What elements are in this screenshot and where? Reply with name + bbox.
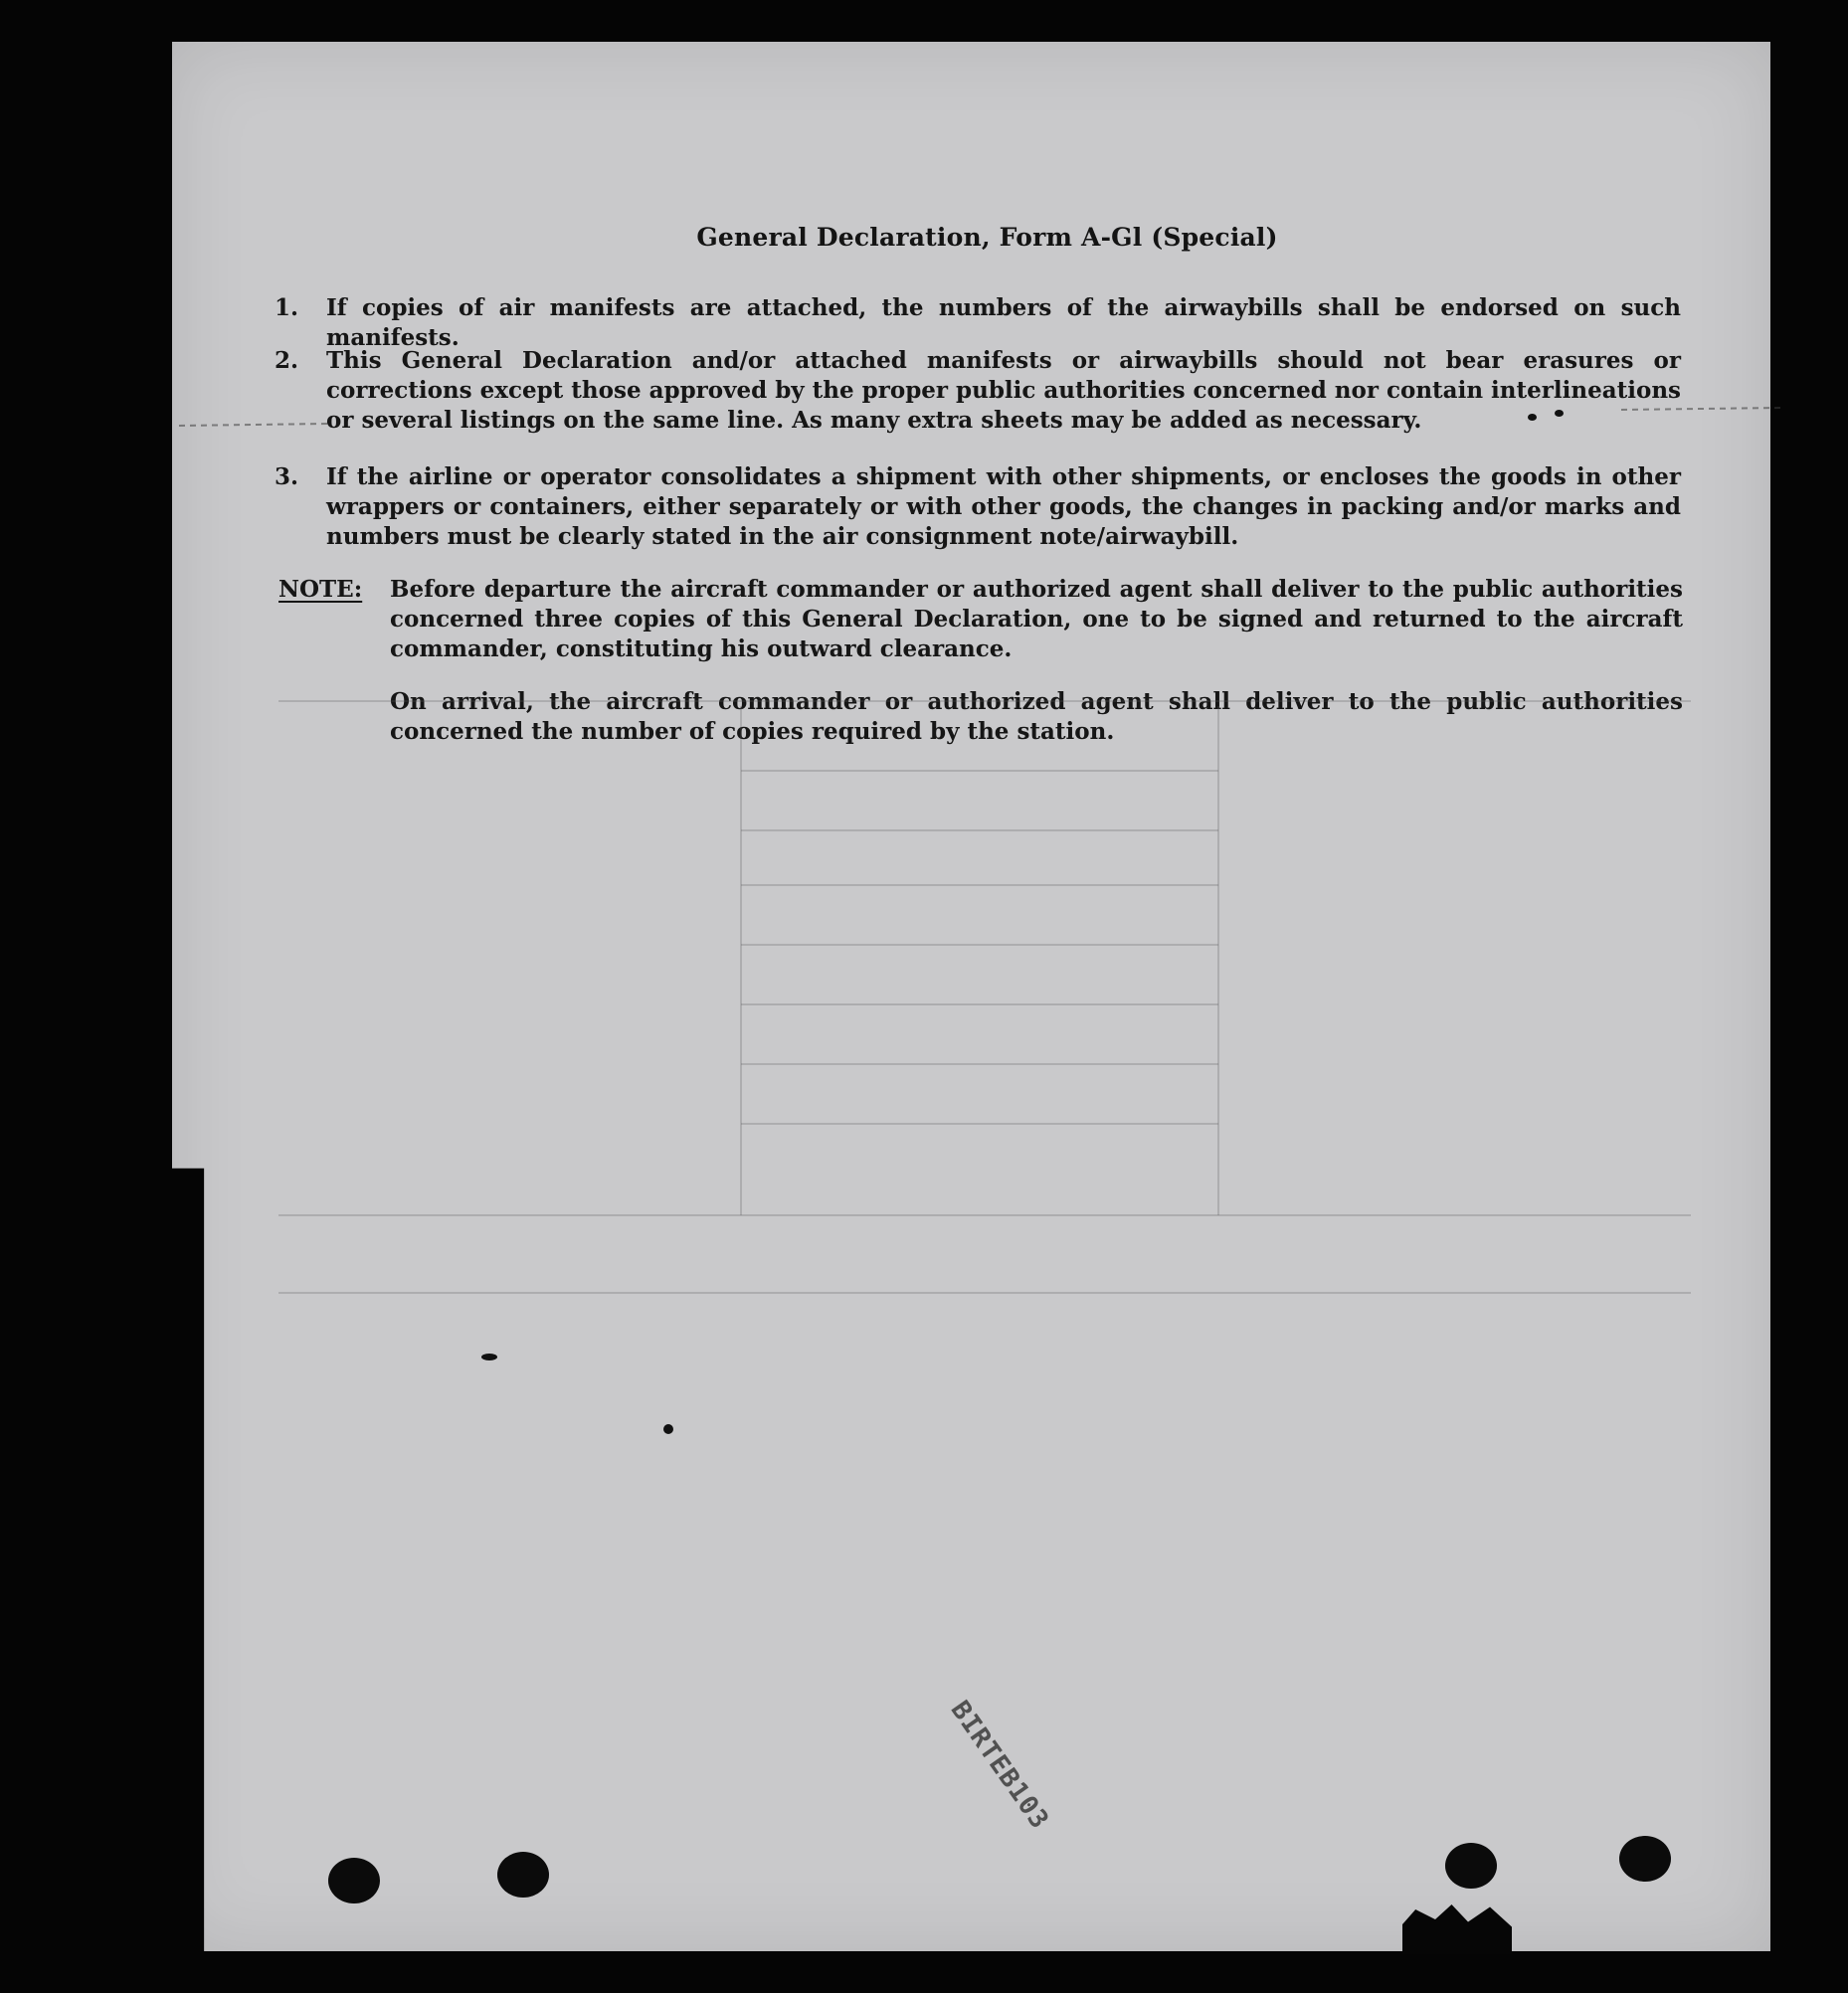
note-paragraph-1: Before departure the aircraft commander or authorized agent shall deliver to the public authorities concerned three copies of this General Declaration, one to be signed and returned to the aircraft commander, constituting his outward clearance. xyxy=(390,576,1683,662)
punch-hole xyxy=(497,1852,549,1898)
item-number: 1. xyxy=(275,294,299,321)
note-label: NOTE: xyxy=(278,576,363,603)
ink-spot xyxy=(481,1354,497,1360)
item-text: If the airline or operator consolidates a shipment with other shipments, or encloses the goods in other wrappers or containers, either separately or with other goods, the changes in packing and/or marks and numbers must be clearly stated in the air consignment note/airwaybill. xyxy=(326,463,1681,550)
document-title: General Declaration, Form A-Gl (Special) xyxy=(696,223,1278,252)
torn-edge xyxy=(1402,1904,1512,1954)
punch-hole xyxy=(328,1858,380,1903)
item-number: 3. xyxy=(275,463,299,490)
ink-spot xyxy=(1555,410,1564,417)
item-text: If copies of air manifests are attached, the numbers of the airwaybills shall be endorsed on such manifests. xyxy=(326,294,1681,351)
item-number: 2. xyxy=(275,347,299,374)
punch-hole xyxy=(1619,1836,1671,1882)
punch-hole xyxy=(1445,1843,1497,1889)
ink-spot xyxy=(1528,414,1537,421)
archive-stamp: BIRTEB103 xyxy=(944,1696,1055,1835)
ink-spot xyxy=(663,1424,673,1434)
note-paragraph-2: On arrival, the aircraft commander or authorized agent shall deliver to the public authorities concerned the number of copies required by the station. xyxy=(390,688,1683,745)
item-text: This General Declaration and/or attached manifests or airwaybills should not bear erasures or corrections except those approved by the proper public authorities concerned nor contain interlineations or several listings on the same line. As many extra sheets may be added as necessary. xyxy=(326,347,1681,434)
